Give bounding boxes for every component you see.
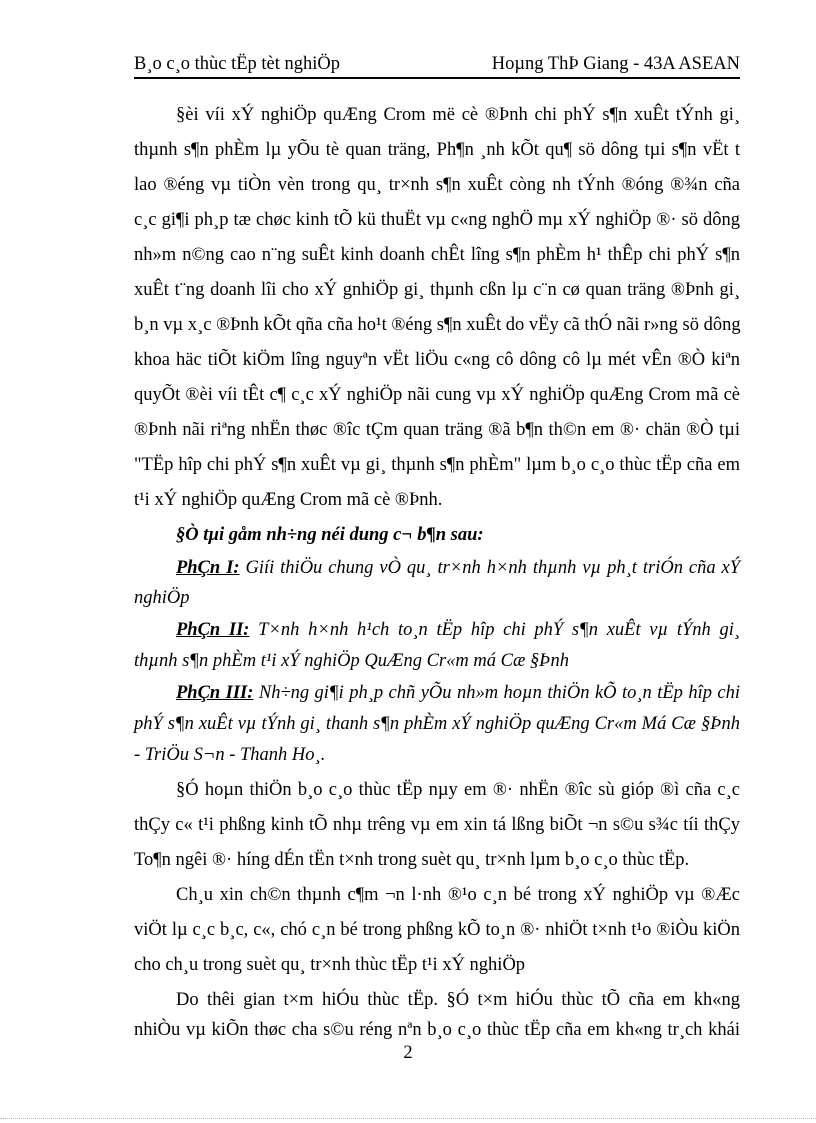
paragraph-line: §Ó hoµn thiÖn b¸o c¸o thùc tËp nµy em ®· nhËn ®îc sù gióp ®ì cña c¸c: [176, 780, 740, 800]
part-iii-line: - TriÖu S¬n - Thanh Ho¸.: [134, 745, 326, 765]
part-i-text: Giíi thiÖu chung vÒ qu¸ tr×nh h×nh thµnh vµ ph¸t triÓn cña xÝ: [245, 558, 741, 578]
part-ii-line: [176, 615, 740, 645]
paragraph-line: Do thêi gian t×m hiÓu thùc tËp. §Ó t×m hiÓu thùc tÕ cña em kh«ng: [176, 990, 740, 1010]
header-divider: [134, 77, 740, 79]
paragraph-line: khoa häc tiÕt kiÖm lîng nguyªn vËt liÖu c«ng cô dông cô lµ mét vÊn ®Ò kiªn: [134, 350, 740, 370]
part-ii-label: PhÇn II:: [176, 620, 250, 640]
paragraph-line: Ch¸u xin ch©n thµnh c¶m ¬n l·nh ®¹o c¸n bé trong xÝ nghiÖp vµ ®Æc: [176, 885, 740, 905]
paragraph-line: b¸n vµ x¸c ®Þnh kÕt qña cña ho¹t ®éng s¶n xuÊt do vËy cã thÓ nãi r»ng sö dông: [134, 315, 741, 335]
paragraph-line: nh»m n©ng cao n¨ng suÊt kinh doanh chÊt lîng s¶n phÈm h¹ thÊp chi phÝ s¶n: [134, 245, 740, 265]
header-author: Hoµng ThÞ Giang - 43A ASEAN: [491, 54, 740, 74]
paragraph-line: c¸c gi¶i ph¸p tæ chøc kinh tÕ kü thuËt vµ c«ng nghÖ mµ xÝ nghiÖp ®· sö dông: [134, 210, 740, 230]
paragraph-line: xuÊt t¨ng doanh lîi cho xÝ gnhiÖp gi¸ thµnh cßn lµ c¨n cø quan träng ®Þnh gi¸: [134, 280, 740, 300]
paragraph-line: quyÕt ®èi víi tÊt c¶ c¸c xÝ nghiÖp nãi cung vµ xÝ nghiÖp quÆng Crom mã cè: [134, 385, 740, 405]
paragraph-line: thÇy c« t¹i phßng kinh tÕ nhµ trêng vµ em xin tá lßng biÕt ¬n s©u s¾c tíi thÇy: [134, 815, 740, 835]
paragraph-line: thµnh s¶n phÈm lµ yÕu tè quan träng, Ph¶n ¸nh kÕt qu¶ sö dông tµi s¶n vËt t: [134, 140, 740, 160]
part-ii-text: T×nh h×nh h¹ch to¸n tËp hîp chi phÝ s¶n xuÊt vµ tÝnh gi¸: [258, 620, 740, 640]
paragraph-line: t¹i xÝ nghiÖp quÆng Crom mã cè ®Þnh.: [134, 490, 443, 510]
part-i-line: nghiÖp: [134, 588, 190, 608]
page-bottom-edge: [0, 1118, 816, 1119]
running-header: [134, 50, 740, 78]
part-iii-label: PhÇn III:: [176, 683, 254, 703]
paragraph-line: viÖt lµ c¸c b¸c, c«, chó c¸n bé trong phßng kÕ to¸n ®· nhiÖt t×nh t¹o ®iÒu kiÖn: [134, 920, 740, 940]
part-ii-line: thµnh s¶n phÈm t¹i xÝ nghiÖp QuÆng Cr«m má Cæ §Þnh: [134, 651, 569, 671]
part-i-label: PhÇn I:: [176, 558, 240, 578]
outline-heading: §Ò tµi gåm nh÷ng néi dung c¬ b¶n sau:: [176, 525, 484, 545]
part-iii-line: phÝ s¶n xuÊt vµ tÝnh gi¸ thanh s¶n phÈm xÝ nghiÖp quÆng Cr«m Má Cæ §Þnh: [134, 714, 740, 734]
paragraph-line: "TËp hîp chi phÝ s¶n xuÊt vµ gi¸ thµnh s¶n phÈm" lµm b¸o c¸o thùc tËp cña em: [134, 455, 740, 475]
paragraph-line: nhiÒu vµ kiÕn thøc cha s©u réng nªn b¸o c¸o thùc tËp cña em kh«ng tr¸ch khái: [134, 1020, 740, 1040]
paragraph-line: cho ch¸u trong suèt qu¸ tr×nh thùc tËp t¹i xÝ nghiÖp: [134, 955, 526, 975]
paragraph-line: lao ®éng vµ tiÒn vèn trong qu¸ tr×nh s¶n xuÊt còng nh tÝnh ®óng ®¾n cña: [134, 175, 740, 195]
part-i-line: [176, 553, 740, 583]
part-iii-line: [176, 678, 740, 708]
header-report-title: B¸o c¸o thùc tËp tèt nghiÖp: [134, 54, 341, 74]
paragraph-line: ®Þnh nãi riªng nhËn thøc ®îc tÇm quan träng ®ã b¶n th©n em ®· chän ®Ò tµi: [134, 420, 740, 440]
page-number: 2: [403, 1043, 413, 1063]
paragraph-line: To¶n ngêi ®· híng dÉn tËn t×nh trong suèt qu¸ tr×nh lµm b¸o c¸o thùc tËp.: [134, 850, 690, 870]
part-iii-text: Nh÷ng gi¶i ph¸p chñ yÕu nh»m hoµn thiÖn kÕ to¸n tËp hîp chi: [258, 683, 741, 703]
paragraph-line: §èi víi xÝ nghiÖp quÆng Crom më cè ®Þnh chi phÝ s¶n xuÊt tÝnh gi¸: [176, 105, 740, 125]
